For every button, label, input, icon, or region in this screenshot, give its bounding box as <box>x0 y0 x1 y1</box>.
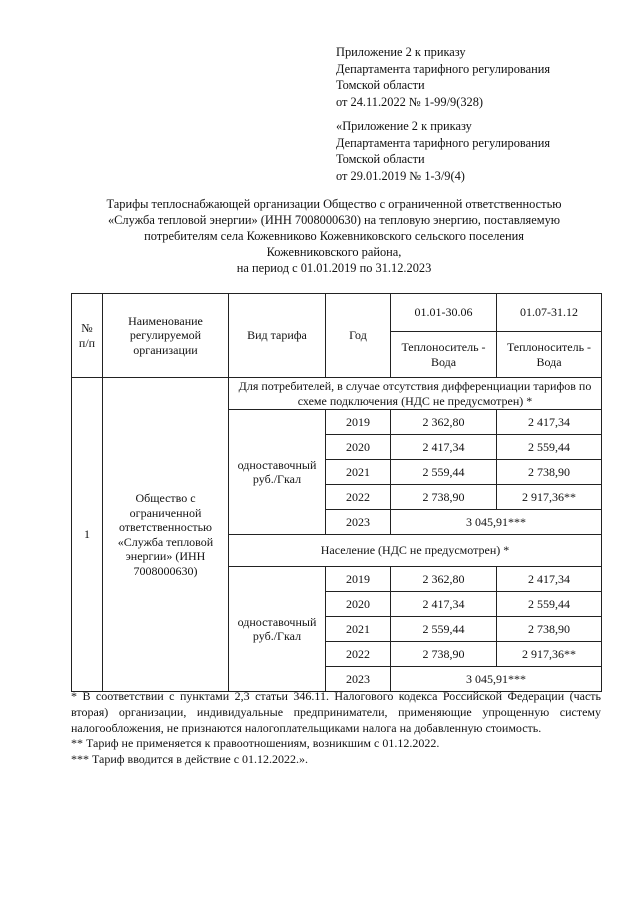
header-tariff-type: Вид тарифа <box>229 294 326 378</box>
value-cell: 2 559,44 <box>391 460 497 485</box>
value-cell: 2 417,34 <box>391 592 497 617</box>
header-line: от 29.01.2019 № 1-3/9(4) <box>336 168 465 183</box>
value-cell: 3 045,91*** <box>391 667 602 692</box>
value-cell: 2 559,44 <box>497 435 602 460</box>
tariff-type-cell: одноставочный руб./Гкал <box>229 410 326 535</box>
title-line: на период с 01.01.2019 по 31.12.2023 <box>236 261 432 275</box>
year-cell: 2023 <box>326 667 391 692</box>
year-cell: 2022 <box>326 485 391 510</box>
header-line: Томской области <box>336 78 425 92</box>
footnote: * В соответствии с пунктами 2,3 статьи 346.11. Налогового кодекса Российской Федерации (часть вторая) организации, индивидуальные предприниматели, применяющие упрощенную систему налогообложения, не признаются налогоплательщиками налога на добавленную стоимость. <box>71 689 601 735</box>
year-cell: 2020 <box>326 435 391 460</box>
year-cell: 2022 <box>326 642 391 667</box>
title-line: потребителям села Кожевниково Кожевниковского сельского поселения <box>144 229 524 243</box>
table-header-row <box>72 294 602 332</box>
value-cell: 2 738,90 <box>497 617 602 642</box>
value-cell: 2 559,44 <box>391 617 497 642</box>
organization-name: Общество с ограниченной ответственностью «Служба тепловой энергии» (ИНН 7008000630) <box>103 378 229 692</box>
header-line: «Приложение 2 к приказу <box>336 119 472 133</box>
header-period-2: 01.07-31.12 <box>497 294 602 332</box>
header-line: от 24.11.2022 № 1-99/9(328) <box>336 94 484 109</box>
value-cell: 2 362,80 <box>391 410 497 435</box>
footnotes <box>71 689 601 768</box>
value-cell: 2 417,34 <box>497 410 602 435</box>
document-title <box>60 196 608 276</box>
title-line: Тарифы теплоснабжающей организации Общество с ограниченной ответственностью <box>106 197 562 211</box>
value-cell: 2 362,80 <box>391 567 497 592</box>
group-heading: Для потребителей, в случае отсутствия дифференциации тарифов по схеме подключения (НДС не предусмотрен) * <box>229 378 602 410</box>
table-row <box>72 378 602 410</box>
value-cell: 2 738,90 <box>391 642 497 667</box>
value-cell: 3 045,91*** <box>391 510 602 535</box>
title-line: «Служба тепловой энергии» (ИНН 7008000630) на тепловую энергию, поставляемую <box>107 213 561 227</box>
header-period-1: 01.01-30.06 <box>391 294 497 332</box>
header-carrier-2: Теплоноситель - Вода <box>497 332 602 378</box>
header-line: Департамента тарифного регулирования <box>336 135 551 150</box>
header-line: Департамента тарифного регулирования <box>336 61 551 76</box>
value-cell: 2 417,34 <box>391 435 497 460</box>
header-number: № п/п <box>72 294 103 378</box>
value-cell: 2 559,44 <box>497 592 602 617</box>
order-reference-current <box>336 44 626 110</box>
year-cell: 2021 <box>326 617 391 642</box>
row-number: 1 <box>72 378 103 692</box>
value-cell: 2 417,34 <box>497 567 602 592</box>
value-cell: 2 738,90 <box>497 460 602 485</box>
value-cell: 2 917,36** <box>497 642 602 667</box>
year-cell: 2019 <box>326 410 391 435</box>
title-line: Кожевниковского района, <box>266 245 402 259</box>
value-cell: 2 917,36** <box>497 485 602 510</box>
footnote: ** Тариф не применяется к правоотношениям, возникшим с 01.12.2022. <box>71 736 440 751</box>
year-cell: 2023 <box>326 510 391 535</box>
header-carrier-1: Теплоноситель - Вода <box>391 332 497 378</box>
year-cell: 2020 <box>326 592 391 617</box>
year-cell: 2021 <box>326 460 391 485</box>
header-line: Приложение 2 к приказу <box>336 45 466 59</box>
year-cell: 2019 <box>326 567 391 592</box>
group-heading: Население (НДС не предусмотрен) * <box>229 535 602 567</box>
value-cell: 2 738,90 <box>391 485 497 510</box>
order-reference-original <box>336 118 626 184</box>
header-line: Томской области <box>336 152 425 166</box>
footnote: *** Тариф вводится в действие с 01.12.2022.». <box>71 752 309 767</box>
header-organization: Наименование регулируемой организации <box>103 294 229 378</box>
tariff-type-cell: одноставочный руб./Гкал <box>229 567 326 692</box>
tariff-table <box>71 293 602 692</box>
header-year: Год <box>326 294 391 378</box>
